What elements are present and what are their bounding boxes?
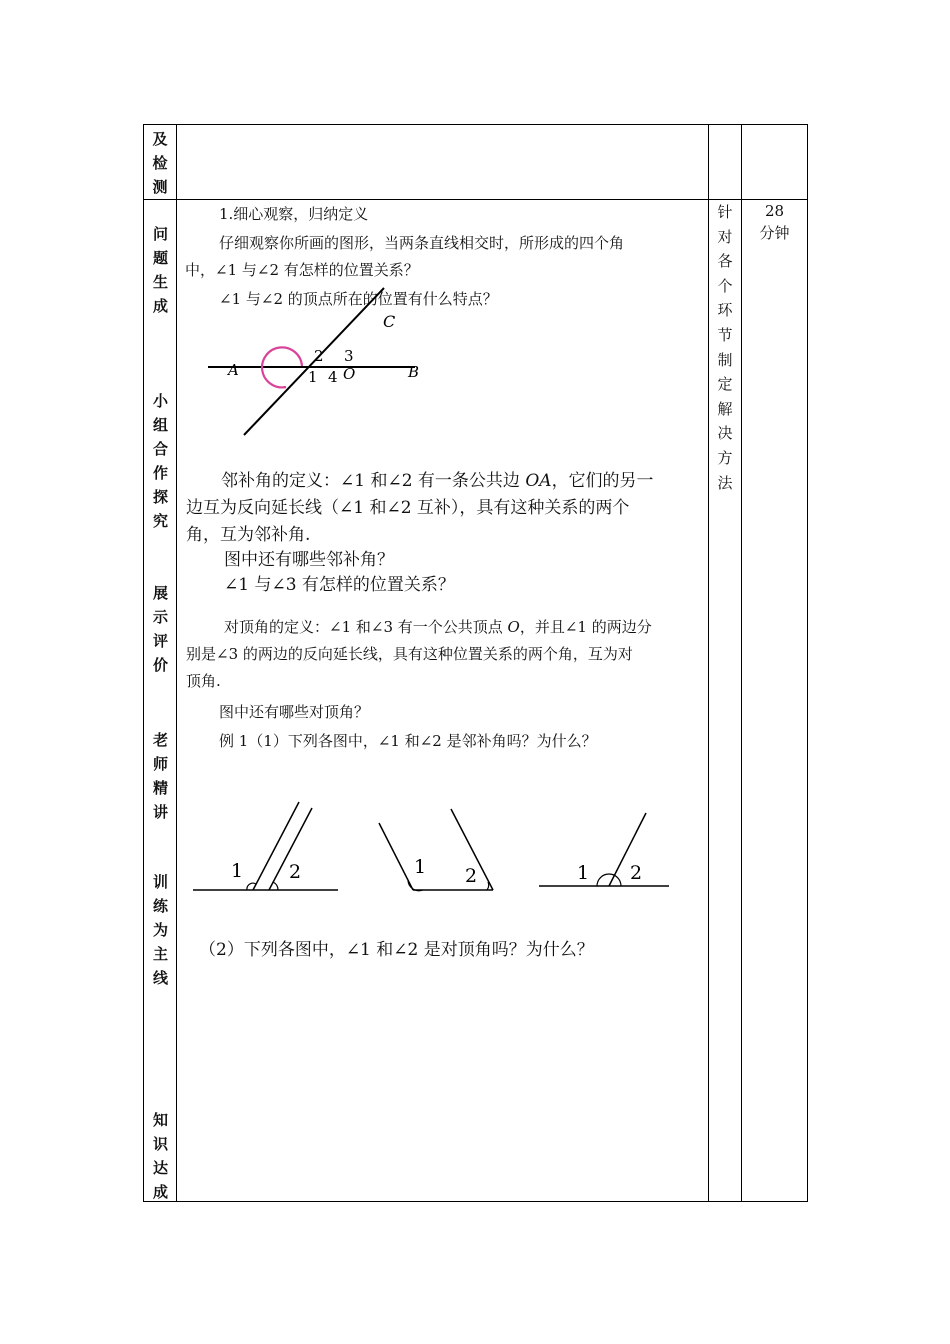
label-char: 老 [152,731,168,749]
label-char: 小 [152,392,168,410]
method-char: 节 [717,325,733,344]
label-char: 成 [152,1183,168,1201]
label-2: 2 [314,347,324,365]
label-char: 主 [152,945,168,963]
def-text: ，它们的另一 [551,471,654,491]
label-char: 线 [152,969,168,987]
time-value: 28 [764,202,785,220]
label-group-knowledge [144,1108,177,1204]
method-char: 个 [717,276,733,295]
lesson-table [143,124,808,1202]
label-char: 成 [152,297,168,315]
label-char: 问 [152,225,168,243]
label-group-training [144,870,177,990]
check-time-cell [742,125,808,200]
method-char: 决 [717,424,733,443]
label-group-group-work [144,389,177,533]
label-char: 识 [152,1135,168,1153]
def-text: 对顶角的定义：∠1 和∠3 有一个公共顶点 [224,618,508,636]
label-1: 1 [308,368,318,386]
label-char: 为 [152,921,168,939]
label-o: O [343,365,356,383]
angle-label-2: 2 [289,861,302,883]
label-char: 组 [152,416,168,434]
label-group-presentation [144,581,177,677]
label-group-problem [144,222,177,318]
label-char: 检 [152,154,168,172]
label-char: 合 [152,440,168,458]
label-char: 价 [152,656,168,674]
label-char: 作 [152,464,168,482]
label-char: 师 [152,755,168,773]
angle-label-1: 1 [414,856,427,878]
point-o: O [507,618,520,636]
label-char: 测 [152,178,168,196]
label-char: 展 [152,584,168,602]
adjacent-definition-line: 边互为反向延长线（∠1 和∠2 互补），具有这种关系的两个 [186,498,630,518]
example-figure-3 [539,813,669,886]
label-char: 生 [152,273,168,291]
label-3: 3 [344,347,354,365]
method-char: 解 [717,399,733,418]
segment-oa: OA [525,471,552,491]
label-4: 4 [328,368,338,386]
method-char: 各 [717,252,733,271]
label-char: 题 [152,249,168,267]
method-char: 制 [717,350,733,369]
def-text: ，并且∠1 的两边分 [519,618,652,636]
angle-label-2: 2 [465,865,478,887]
example-figure-1 [193,802,338,890]
content-cell [177,200,709,1202]
intersecting-lines-figure [177,310,420,440]
vertical-definition-line: 顶角. [186,672,221,690]
intro-line: 仔细观察你所画的图形，当两条直线相交时，所形成的四个角 [219,234,625,252]
check-content-cell [177,125,709,200]
label-char: 究 [152,512,168,530]
label-char: 精 [152,779,168,797]
example-2-question: （2）下列各图中，∠1 和∠2 是对顶角吗？为什么？ [199,940,594,960]
intro-line: 中，∠1 与∠2 有怎样的位置关系？ [185,261,419,279]
label-char: 探 [152,488,168,506]
method-char: 针 [717,203,733,221]
angle-label-1: 1 [231,860,244,882]
label-char: 及 [152,130,168,148]
label-char: 评 [152,632,168,650]
label-char: 示 [152,608,168,626]
method-char: 方 [717,448,733,467]
label-char: 训 [152,873,168,891]
main-row [144,200,808,1202]
method-char: 环 [717,301,733,320]
question-other-adjacent: 图中还有哪些邻补角？ [224,550,394,570]
vertex-question: ∠1 与∠2 的顶点所在的位置有什么特点？ [219,290,498,308]
label-a: A [228,361,239,379]
label-char: 讲 [152,803,168,821]
label-char: 达 [152,1159,168,1177]
adjacent-definition-line [221,466,654,491]
method-char: 对 [717,227,733,246]
example-1-question: 例 1（1）下列各图中，∠1 和∠2 是邻补角吗？为什么？ [219,732,597,750]
label-b: B [408,363,420,381]
question-angle-1-3: ∠1 与∠3 有怎样的位置关系？ [224,575,455,595]
vertical-definition-line [224,616,652,637]
time-unit: 分钟 [759,224,790,242]
def-text: 邻补角的定义：∠1 和∠2 有一条公共边 [221,471,526,491]
method-char: 定 [717,375,733,394]
label-c: C [383,312,396,331]
check-method-cell [709,125,742,200]
label-group-teacher [144,728,177,824]
example-figure-2 [379,809,493,891]
angle-label-2: 2 [630,862,643,884]
label-char: 知 [152,1111,168,1129]
angle-label-1: 1 [577,862,590,884]
section-heading: 1.细心观察，归纳定义 [219,205,369,223]
question-other-vertical: 图中还有哪些对顶角？ [219,703,370,721]
adjacent-definition-line: 角，互为邻补角. [186,525,311,545]
vertical-definition-line: 别是∠3 的两边的反向延长线，具有这种位置关系的两个角，互为对 [186,645,633,663]
check-row [144,125,808,200]
method-cell [709,200,742,1202]
label-char: 练 [152,897,168,915]
check-label-cell [144,125,177,200]
time-cell [742,200,808,1202]
stage-label-cell [144,200,177,1202]
example-figures [177,800,709,910]
method-char: 法 [717,473,733,492]
